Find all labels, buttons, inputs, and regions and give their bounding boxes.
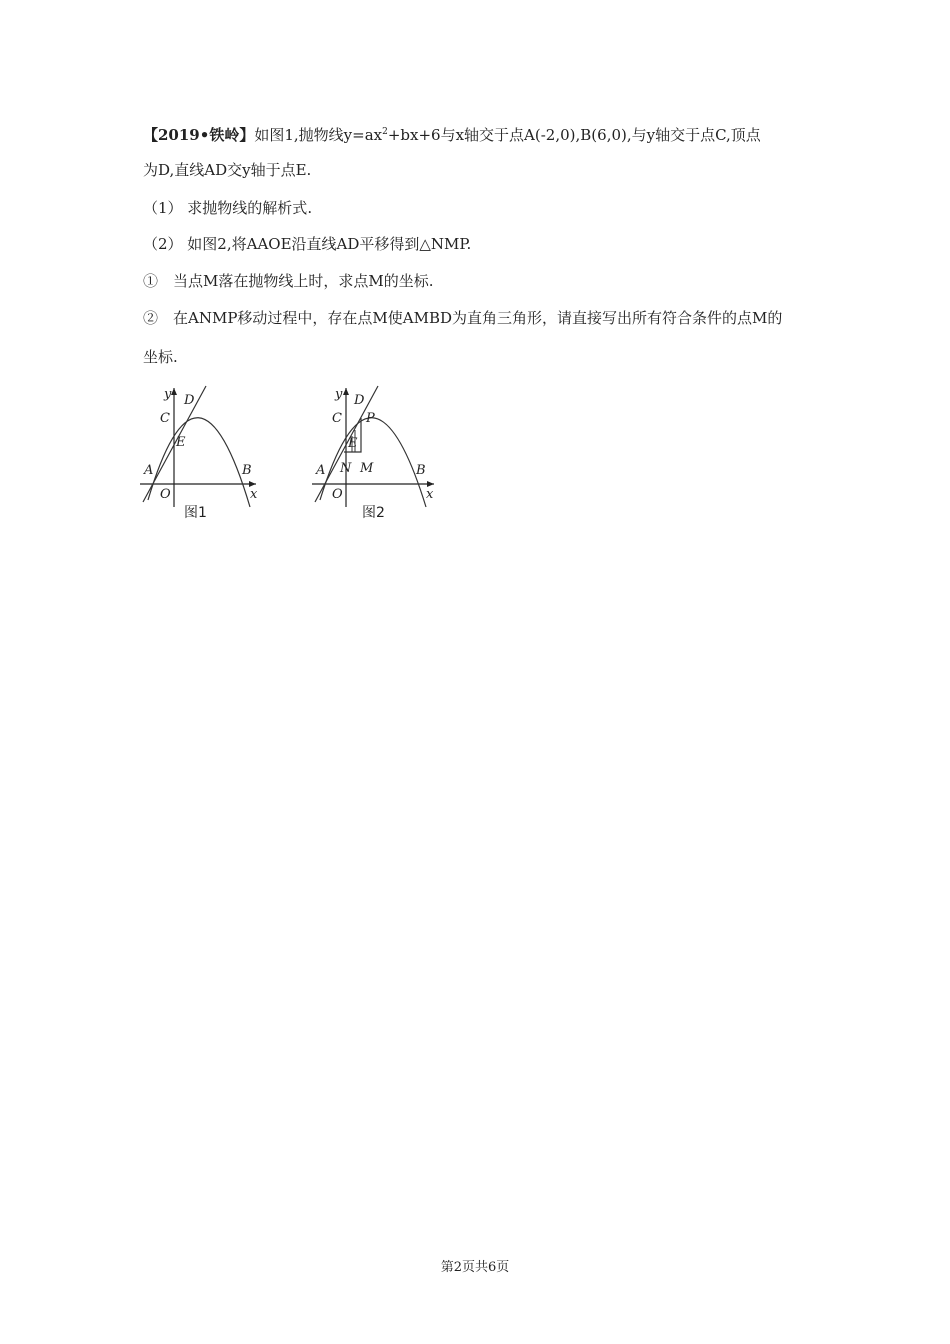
figure-1-graph (138, 382, 268, 522)
label-E: E (176, 435, 186, 450)
label-C: C (160, 411, 170, 426)
problem-stem-line2: 为D,直线AD交y轴于点E. (143, 161, 312, 179)
question-2: （2） 如图2,将AAOE沿直线AD平移得到△NMP. (143, 235, 472, 253)
label-D: D (184, 393, 195, 408)
figure-1-caption: 图1 (184, 505, 207, 521)
figure-2-caption: 图2 (362, 505, 385, 521)
label-N: N (340, 461, 352, 476)
label-D: D (354, 393, 365, 408)
label-x: x (250, 487, 258, 502)
question-2-2-continued: 坐标. (143, 348, 178, 366)
label-B: B (416, 463, 426, 478)
label-y: y (335, 387, 343, 402)
problem-stem-part1: 如图1,抛物线y=ax (254, 126, 383, 144)
label-E: E (348, 436, 358, 451)
label-O: O (332, 487, 343, 502)
exponent: 2 (382, 127, 388, 137)
problem-stem-part2: +bx+6与x轴交于点A(-2,0),B(6,0),与y轴交于点C,顶点 (387, 126, 761, 144)
question-2-2: ② 在ANMP移动过程中，存在点M使AMBD为直角三角形，请直接写出所有符合条件的点M的 (143, 309, 783, 327)
question-1: （1） 求抛物线的解析式. (143, 199, 313, 217)
label-y: y (164, 387, 172, 402)
figure-1 (138, 382, 268, 522)
label-P: P (366, 411, 375, 426)
figure-2 (310, 382, 445, 522)
label-O: O (160, 487, 171, 502)
problem-stem-line1 (143, 124, 761, 145)
label-B: B (242, 463, 252, 478)
question-2-1: ① 当点M落在抛物线上时，求点M的坐标. (143, 272, 434, 290)
label-C: C (332, 411, 342, 426)
page-footer: 第2页共6页 (440, 1260, 510, 1275)
label-A: A (316, 463, 326, 478)
label-x: x (426, 487, 434, 502)
figure-2-graph (310, 382, 445, 522)
problem-source: 【2019•铁岭】 (143, 126, 255, 144)
label-M: M (360, 461, 374, 476)
label-A: A (144, 463, 154, 478)
